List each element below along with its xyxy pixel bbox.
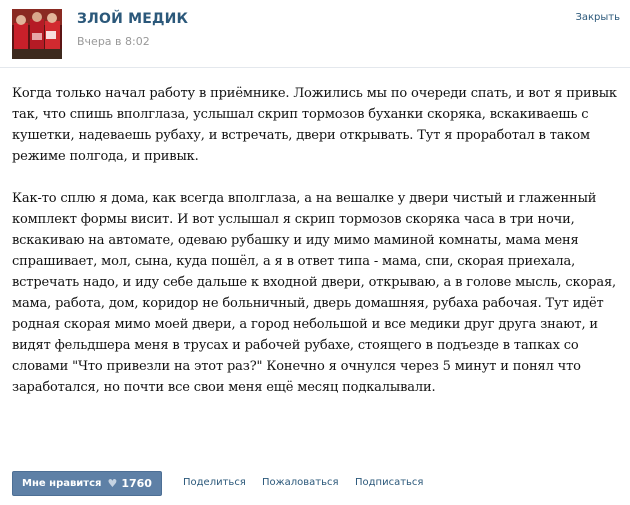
avatar-image bbox=[12, 9, 62, 59]
close-link[interactable]: Закрыть bbox=[575, 12, 620, 23]
header-divider bbox=[0, 67, 630, 68]
share-link[interactable]: Поделиться bbox=[183, 477, 246, 488]
like-label: Мне нравится bbox=[22, 478, 102, 489]
group-avatar-icon[interactable] bbox=[12, 9, 62, 59]
post-header bbox=[0, 0, 630, 68]
like-button[interactable] bbox=[12, 471, 162, 496]
post-paragraph: Когда только начал работу в приёмнике. Ложились мы по очереди спать, и вот я привык так, что спишь вполглаза, услышал скрип тормозов буханки скоряка, вскакиваешь с кушетки, надеваешь рубаху, и встречать, двери открывать. Тут я проработал в таком режиме полгода, и привык. bbox=[12, 86, 617, 164]
post-paragraph: Как-то сплю я дома, как всегда вполглаза, а на вешалке у двери чистый и глаженный комплект формы висит. И вот услышал я скрип тормозов скоряка часа в три ночи, вскакиваю на автомате, одеваю рубашку и иду мимо маминой комнаты, мама меня спрашивает, мол, сына, куда пошёл, а я в ответ типа - мама, спи, скорая приехала, встречать надо, и иду себе дальше к входной двери, открываю, а в голове мысль, скорая, мама, работа, дом, коридор не больничный, дверь домашняя, рубаха рабочая. Тут идёт родная скорая мимо моей двери, а город небольшой и все медики друг друга знают, и видят фельдшера меня в трусах и рабочей рубахе, стоящего в подъезде в тапках со словами "Что привезли на этот раз?" Конечно я очнулся через 5 минут и понял что заработался, но почти все свои меня ещё месяц подкалывали. bbox=[12, 191, 616, 395]
report-link[interactable]: Пожаловаться bbox=[262, 477, 339, 488]
author-name[interactable]: ЗЛОЙ МЕДИК bbox=[77, 11, 189, 27]
heart-icon: ♥ bbox=[107, 477, 118, 490]
like-count: 1760 bbox=[121, 477, 152, 490]
post-body bbox=[12, 83, 624, 398]
post-actions bbox=[12, 471, 624, 496]
subscribe-link[interactable]: Подписаться bbox=[355, 477, 424, 488]
post-time[interactable]: Вчера в 8:02 bbox=[77, 35, 150, 48]
